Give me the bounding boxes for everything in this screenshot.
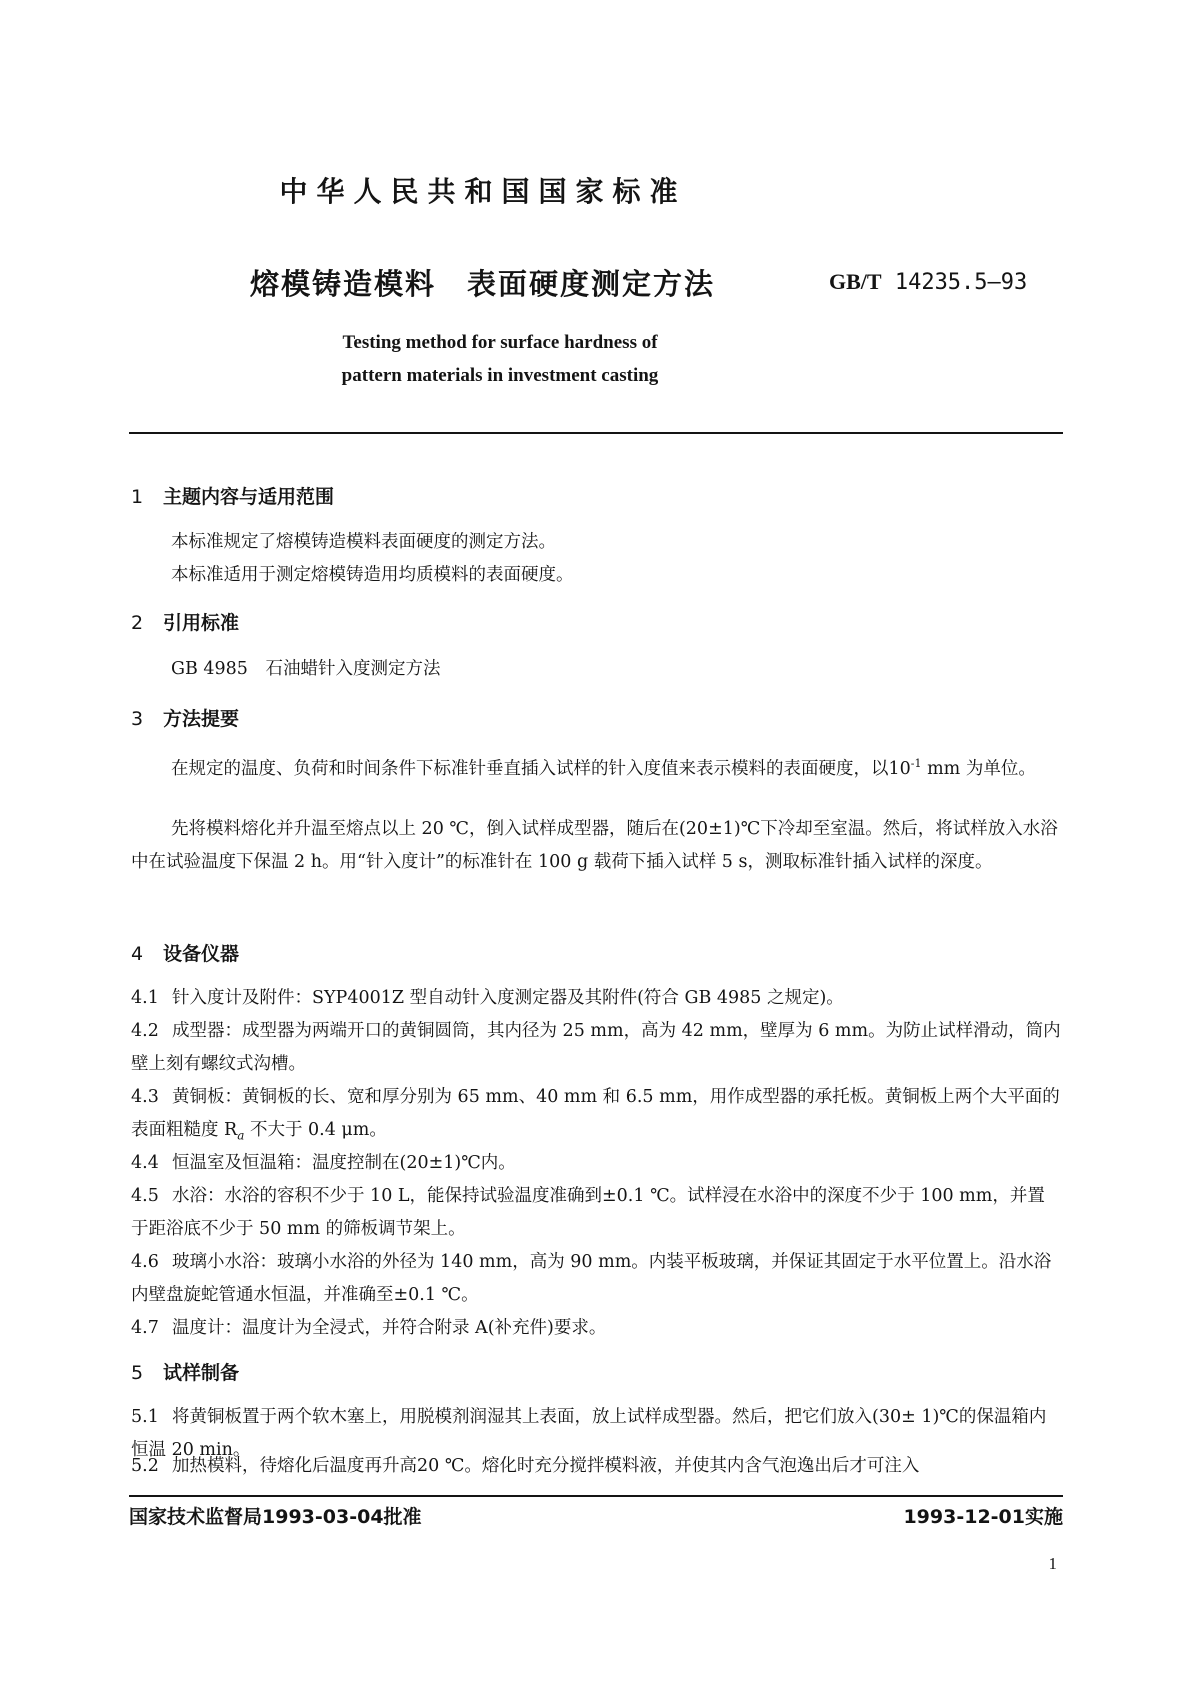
footer-divider	[129, 1495, 1063, 1497]
item-4-2	[131, 1015, 1061, 1081]
item-4-6	[131, 1246, 1061, 1312]
standard-title-en	[0, 326, 1000, 392]
section-3-paragraph-2: 先将模料熔化并升温至熔点以上 20 ℃，倒入试样成型器，随后在(20±1)℃下冷却至室温。然后，将试样放入水浴中在试验温度下保温 2 h。用“针入度计”的标准针在 100 g 载荷下插入试样 5 s，测取标准针插入试样的深度。	[131, 819, 1058, 872]
national-standard-heading: 中华人民共和国国家标准	[279, 175, 687, 208]
item-number: 4.6	[131, 1252, 159, 1272]
p1-text: 在规定的温度、负荷和时间条件下标准针垂直插入试样的针入度值来表示模料的表面硬度，以	[171, 758, 889, 779]
item-number: 4.2	[131, 1021, 159, 1041]
item-number: 5.2	[131, 1456, 159, 1476]
section-1-number: 1	[131, 486, 144, 508]
section-3-number: 3	[131, 708, 144, 730]
item-text: 加热模料，待熔化后温度再升高20 ℃。熔化时充分搅拌模料液，并使其内含气泡逸出后才可注入	[172, 1456, 920, 1476]
section-4-heading	[131, 939, 239, 966]
section-5-heading	[131, 1358, 239, 1385]
item-number: 4.5	[131, 1186, 159, 1206]
title-en-line-1: Testing method for surface hardness of	[342, 332, 658, 353]
item-number: 4.7	[131, 1318, 159, 1338]
section-3-paragraph-1	[131, 747, 1061, 786]
item-5-2	[131, 1450, 1061, 1483]
header-divider	[129, 432, 1063, 434]
item-4-7	[131, 1312, 1061, 1345]
item-text-tail: 不大于 0.4 μm。	[244, 1120, 387, 1140]
section-4-number: 4	[131, 943, 144, 965]
item-4-4	[131, 1147, 1061, 1180]
title-en-line-2: pattern materials in investment casting	[341, 365, 659, 386]
section-2-number: 2	[131, 612, 144, 634]
standard-prefix: GB/T	[829, 269, 882, 294]
item-4-5	[131, 1180, 1061, 1246]
section-1-heading	[131, 482, 334, 509]
item-text: 水浴：水浴的容积不少于 10 L，能保持试验温度准确到±0.1 ℃。试样浸在水浴中的深度不少于 100 mm，并置于距浴底不少于 50 mm 的筛板调节架上。	[131, 1186, 1045, 1239]
section-1-paragraph-2: 本标准适用于测定熔模铸造用均质模料的表面硬度。	[171, 565, 574, 585]
item-text: 恒温室及恒温箱：温度控制在(20±1)℃内。	[172, 1153, 516, 1173]
section-5-number: 5	[131, 1362, 144, 1384]
p1-exponent: -1	[910, 757, 922, 770]
item-number: 4.4	[131, 1153, 159, 1173]
standard-number	[829, 269, 1027, 295]
section-2-title: 引用标准	[163, 612, 240, 634]
standard-code: 14235.5—93	[894, 270, 1028, 295]
item-text: 黄铜板：黄铜板的长、宽和厚分别为 65 mm、40 mm 和 6.5 mm，用作成型器的承托板。黄铜板上两个大平面的表面粗糙度 R	[131, 1087, 1060, 1140]
section-3-title: 方法提要	[163, 708, 240, 730]
item-text: 成型器：成型器为两端开口的黄铜圆筒，其内径为 25 mm，高为 42 mm，壁厚为 6 mm。为防止试样滑动，筒内壁上刻有螺纹式沟槽。	[131, 1021, 1061, 1074]
implementation-date: 1993-12-01实施	[903, 1506, 1063, 1528]
section-4-title: 设备仪器	[163, 943, 240, 965]
item-text: 玻璃小水浴：玻璃小水浴的外径为 140 mm，高为 90 mm。内装平板玻璃，并保证其固定于水平位置上。沿水浴内壁盘旋蛇管通水恒温，并准确至±0.1 ℃。	[131, 1252, 1052, 1305]
approval-date: 国家技术监督局1993-03-04批准	[129, 1506, 422, 1528]
referenced-standard: GB 4985 石油蜡针入度测定方法	[171, 659, 441, 679]
item-text: 温度计：温度计为全浸式，并符合附录 A(补充件)要求。	[172, 1318, 607, 1338]
p1-base: 10	[888, 758, 911, 779]
item-4-1	[131, 982, 1061, 1015]
item-number: 5.1	[131, 1407, 159, 1427]
section-1-paragraph-1: 本标准规定了熔模铸造模料表面硬度的测定方法。	[171, 532, 556, 552]
section-3-heading	[131, 704, 239, 731]
item-text: 针入度计及附件：SYP4001Z 型自动针入度测定器及其附件(符合 GB 4985 之规定)。	[172, 988, 844, 1008]
item-number: 4.1	[131, 988, 159, 1008]
section-5-title: 试样制备	[163, 1362, 240, 1384]
standard-title-cn: 熔模铸造模料 表面硬度测定方法	[250, 267, 716, 301]
item-number: 4.3	[131, 1087, 159, 1107]
p1-unit: mm 为单位。	[921, 758, 1036, 779]
roughness-subscript: a	[237, 1128, 245, 1143]
section-1-title: 主题内容与适用范围	[163, 486, 335, 508]
page-number: 1	[1048, 1554, 1057, 1573]
item-text: 将黄铜板置于两个软木塞上，用脱模剂润湿其上表面，放上试样成型器。然后，把它们放入(30± 1)℃的保温箱内恒温 20 min。	[131, 1407, 1047, 1460]
item-4-3	[131, 1081, 1061, 1153]
section-2-heading	[131, 608, 239, 635]
